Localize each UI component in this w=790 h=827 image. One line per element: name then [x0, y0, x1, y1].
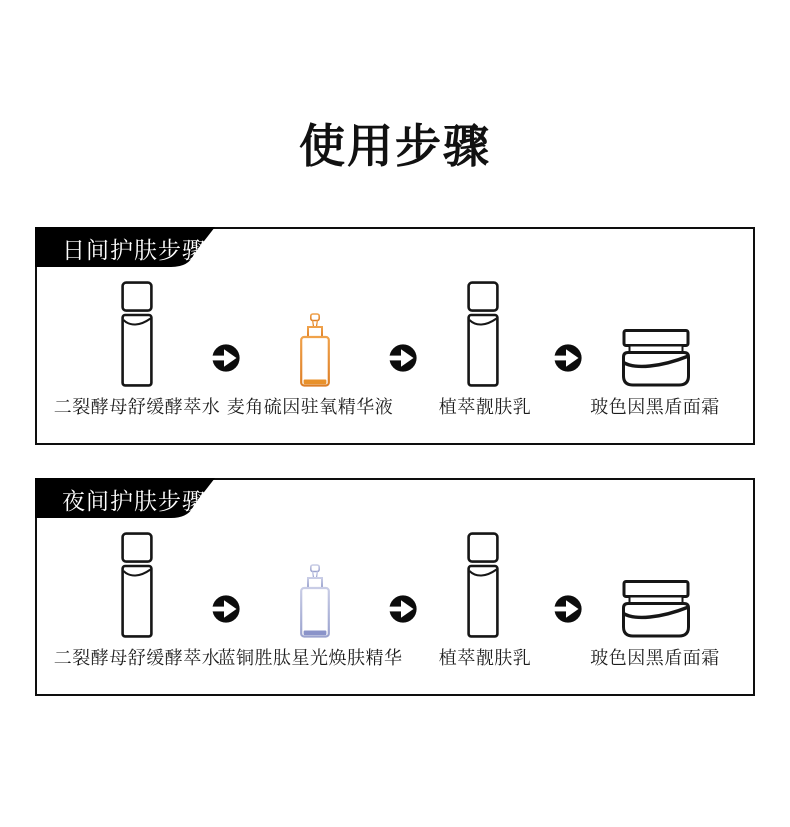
arrow-icon — [212, 344, 240, 372]
dropper-bottle-icon — [300, 564, 330, 638]
day-routine-banner-label: 日间护肤步骤 — [62, 237, 206, 263]
day-routine-panel — [35, 227, 755, 445]
arrow-icon — [389, 595, 417, 623]
cream-jar-icon — [621, 329, 691, 387]
night-routine-banner-label: 夜间护肤步骤 — [62, 488, 206, 514]
dropper-bottle-icon — [300, 313, 330, 387]
step-label: 二裂酵母舒缓酵萃水 — [53, 648, 221, 668]
night-routine-banner — [35, 478, 217, 518]
day-routine-banner — [35, 227, 217, 267]
step-label: 玻色因黑盾面霜 — [590, 648, 720, 668]
ampoule-bottle-icon — [121, 281, 153, 387]
step-label: 玻色因黑盾面霜 — [590, 397, 720, 417]
step-label: 麦角硫因驻氧精华液 — [226, 397, 394, 417]
cream-jar-icon — [621, 580, 691, 638]
ampoule-bottle-icon — [467, 532, 499, 638]
step-label: 植萃靓肤乳 — [438, 397, 532, 417]
page-title: 使用步骤 — [299, 120, 491, 172]
night-routine-panel — [35, 478, 755, 696]
step-label: 植萃靓肤乳 — [438, 648, 532, 668]
arrow-icon — [389, 344, 417, 372]
step-label: 二裂酵母舒缓酵萃水 — [53, 397, 221, 417]
arrow-icon — [554, 595, 582, 623]
ampoule-bottle-icon — [121, 532, 153, 638]
ampoule-bottle-icon — [467, 281, 499, 387]
arrow-icon — [212, 595, 240, 623]
arrow-icon — [554, 344, 582, 372]
step-label: 蓝铜胜肽星光焕肤精华 — [217, 648, 403, 668]
